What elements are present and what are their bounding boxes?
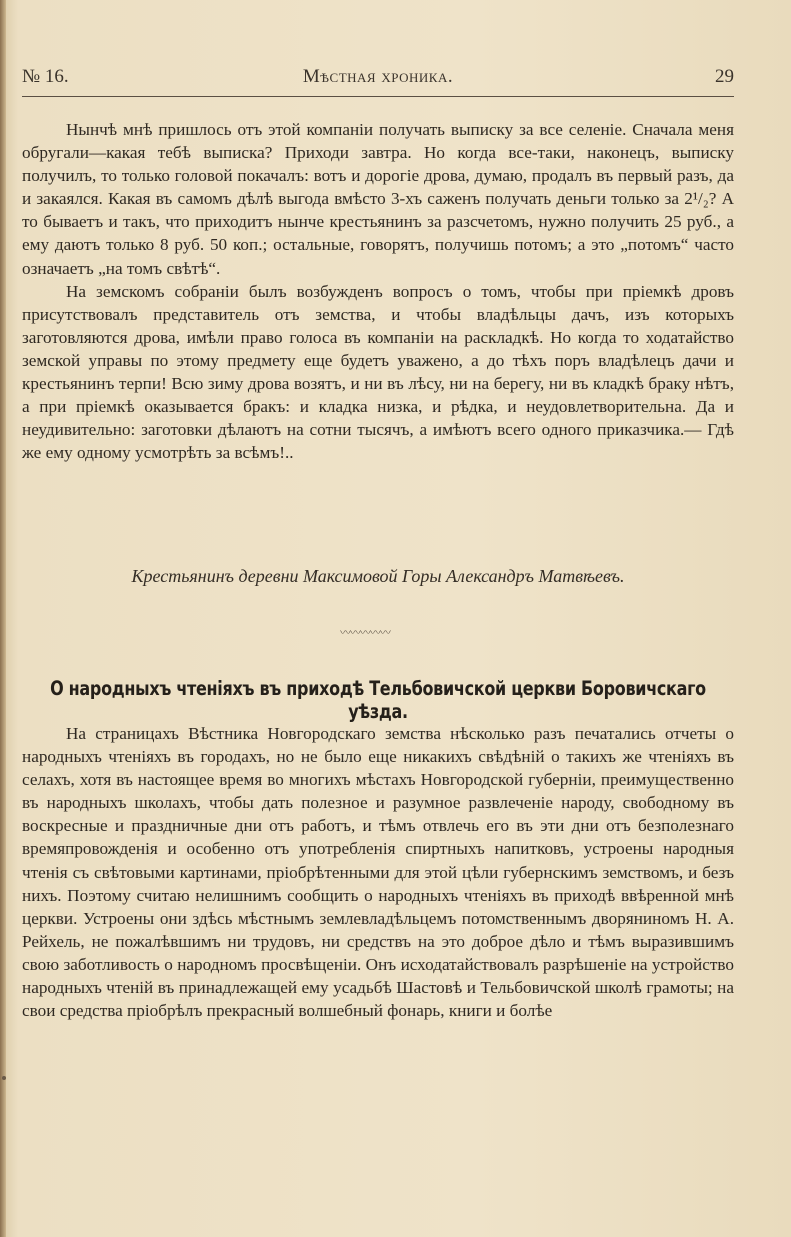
letter-text	[22, 118, 734, 464]
page-header	[22, 66, 734, 96]
paragraph: Нынчѣ мнѣ пришлось отъ этой компаніи получать выписку за все селеніе. Сначала меня обругали—какая тебѣ выписка? Приходи завтра. Но когда все-таки, наконецъ, выписку получилъ, то только головой покачалъ: вотъ и дорогіе дрова, думаю, продалъ въ первый разъ, да и закаялся. Какая въ самомъ дѣлѣ выгода вмѣсто 3-хъ саженъ получать деньги только за 2¹/₂? А то бываетъ и такъ, что приходитъ нынче крестьянинъ за разсчетомъ, нужно получить 25 руб., а ему даютъ только 8 руб. 50 коп.; остальные, говорятъ, получишь потомъ; а это „потомъ“ часто означаетъ „на томъ свѣтѣ“.	[22, 120, 734, 278]
paragraph: На земскомъ собраніи былъ возбужденъ вопросъ о томъ, чтобы при пріемкѣ дровъ присутствовалъ представитель отъ земства, и чтобы владѣльцы дачъ, изъ которыхъ заготовляются дрова, имѣли право голоса въ компаніи на раскладкѣ. Но когда то ходатайство земской управы по этому предмету еще будетъ уважено, а до тѣхъ поръ владѣлецъ дачи и крестьянинъ терпи! Всю зиму дрова возятъ, и ни въ лѣсу, ни на берегу, ни въ кладкѣ браку нѣтъ, а при пріемкѣ оказывается бракъ: и кладка низка, и рѣдка, и неудовлетворительна. Да и неудивительно: заготовки дѣлаютъ на сотни тысячъ, а имѣютъ всего одного приказчика.— Гдѣ же ему одному усмотрѣть за всѣмъ!..	[22, 281, 734, 463]
issue-number: № 16.	[22, 66, 69, 87]
running-title: Мѣстная хроника.	[302, 66, 454, 87]
article-text	[22, 722, 734, 1022]
page-number: 29	[715, 66, 734, 87]
divider-ornament: 〰〰〰〰〰	[340, 626, 390, 639]
page-edge	[0, 0, 6, 1237]
paragraph: На страницахъ Вѣстника Новгородскаго земства нѣсколько разъ печатались отчеты о народныхъ чтеніяхъ въ городахъ, но не было еще никакихъ свѣдѣній о такихъ же чтеніяхъ въ селахъ, хотя въ настоящее время во многихъ мѣстахъ Новгородской губерніи, преимущественно въ народныхъ школахъ, чтобы дать полезное и разумное развлеченіе народу, свободному въ воскресные и праздничные дни отъ работъ, и тѣмъ отвлечь его въ эти дни отъ безполезнаго времяпровожденія и особенно отъ употребленія спиртныхъ напитковъ, устроены народныя чтенія съ свѣтовыми картинами, пріобрѣтенными для этой цѣли губернскимъ земствомъ, и безъ нихъ. Поэтому считаю нелишнимъ сообщить о народныхъ чтеніяхъ въ приходѣ ввѣренной мнѣ церкви. Устроены они здѣсь мѣстнымъ землевладѣльцемъ потомственнымъ дворяниномъ Н. А. Рейхель, не пожалѣвшимъ ни трудовъ, ни средствъ на это доброе дѣло и тѣмъ выразившимъ свою заботливость о народномъ просвѣщеніи. Онъ исходатайствовалъ разрѣшеніе на устройство народныхъ чтеній въ принадлежащей ему усадьбѣ Шастовѣ и Тельбовичской школѣ грамоты; на свои средства пріобрѣлъ прекрасный волшебный фонарь, книги и болѣе	[22, 724, 734, 1021]
section-title: О народныхъ чтеніяхъ въ приходѣ Тельбовичской церкви Боровичскаго уѣзда.	[50, 677, 706, 723]
margin-mark	[2, 1076, 6, 1080]
header-rule	[22, 96, 734, 97]
signature: Крестьянинъ деревни Максимовой Горы Александръ Матвѣевъ.	[131, 566, 625, 586]
